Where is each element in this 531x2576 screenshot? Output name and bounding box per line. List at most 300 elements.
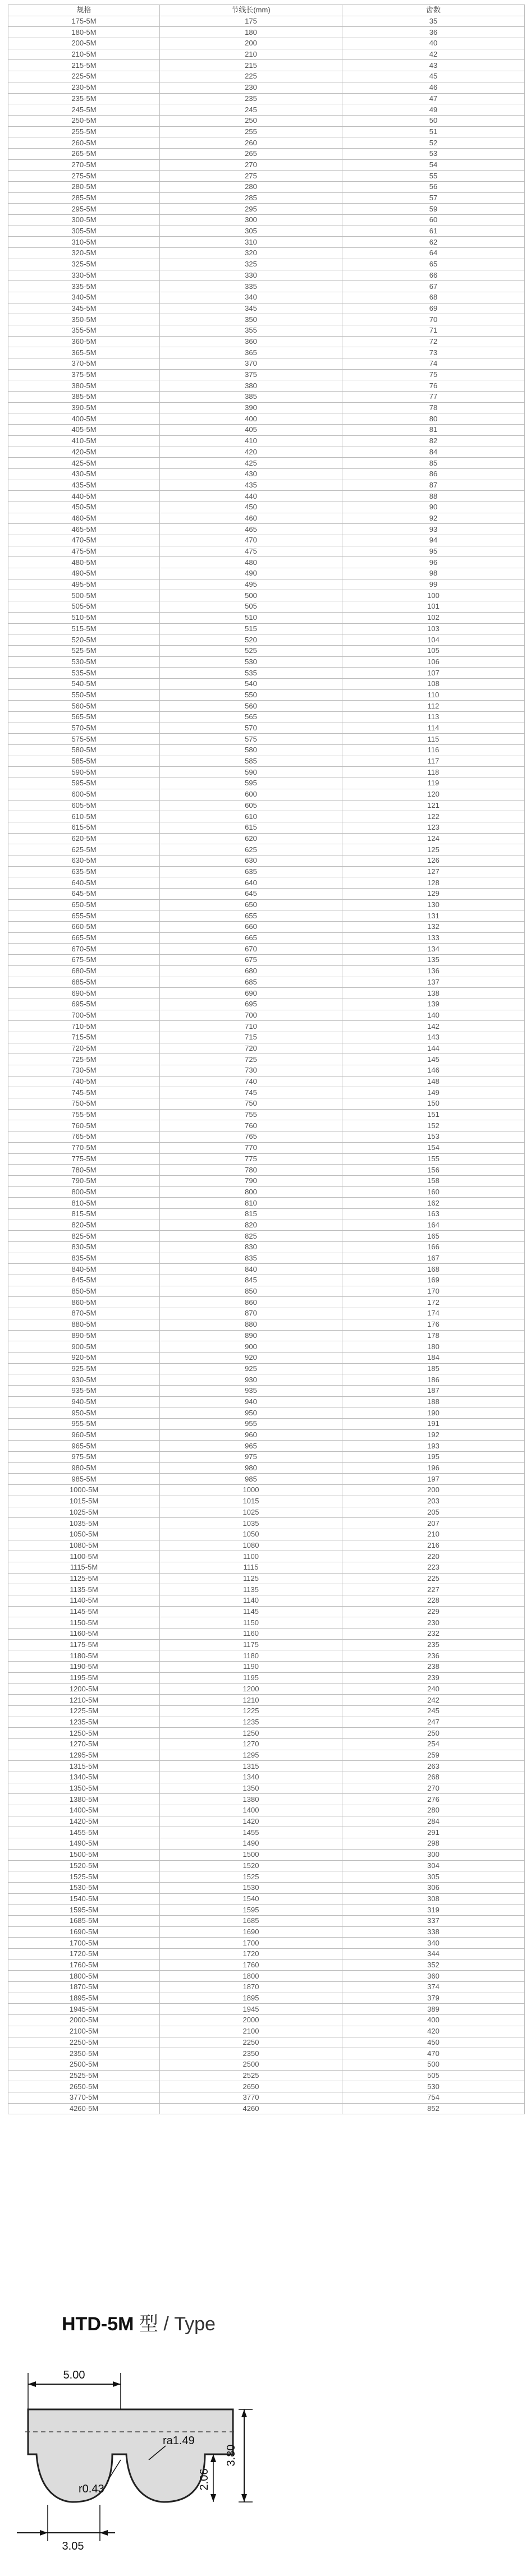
table-row <box>8 1131 525 1143</box>
cell-spec: 595-5M <box>8 778 160 789</box>
cell-spec: 655-5M <box>8 910 160 922</box>
cell-pitch-length: 340 <box>160 292 342 303</box>
table-row <box>8 2070 525 2081</box>
cell-teeth: 118 <box>342 767 525 778</box>
cell-teeth: 130 <box>342 899 525 910</box>
cell-pitch-length: 215 <box>160 60 342 71</box>
cell-pitch-length: 1015 <box>160 1496 342 1507</box>
table-row <box>8 1672 525 1683</box>
table-row <box>8 1783 525 1794</box>
cell-pitch-length: 745 <box>160 1087 342 1098</box>
cell-spec: 2250-5M <box>8 2037 160 2048</box>
cell-teeth: 220 <box>342 1551 525 1562</box>
cell-pitch-length: 425 <box>160 458 342 469</box>
table-row <box>8 369 525 380</box>
table-row <box>8 1242 525 1253</box>
cell-teeth: 193 <box>342 1441 525 1452</box>
table-row <box>8 723 525 734</box>
table-row <box>8 1617 525 1629</box>
cell-spec: 340-5M <box>8 292 160 303</box>
cell-teeth: 305 <box>342 1871 525 1883</box>
cell-teeth: 56 <box>342 182 525 193</box>
cell-pitch-length: 390 <box>160 402 342 413</box>
cell-pitch-length: 255 <box>160 126 342 137</box>
cell-teeth: 389 <box>342 2004 525 2015</box>
type-heading <box>62 2308 216 2336</box>
cell-spec: 250-5M <box>8 115 160 126</box>
cell-spec: 300-5M <box>8 215 160 226</box>
cell-teeth: 47 <box>342 93 525 104</box>
cell-pitch-length: 380 <box>160 380 342 392</box>
cell-teeth: 227 <box>342 1584 525 1595</box>
table-row <box>8 634 525 646</box>
cell-pitch-length: 765 <box>160 1131 342 1143</box>
cell-pitch-length: 975 <box>160 1452 342 1463</box>
table-row <box>8 171 525 182</box>
table-row <box>8 1551 525 1562</box>
cell-pitch-length: 1235 <box>160 1717 342 1728</box>
cell-spec: 1420-5M <box>8 1816 160 1827</box>
cell-pitch-length: 260 <box>160 137 342 149</box>
cell-spec: 845-5M <box>8 1275 160 1286</box>
cell-teeth: 280 <box>342 1805 525 1816</box>
cell-spec: 1035-5M <box>8 1518 160 1529</box>
cell-pitch-length: 1870 <box>160 1982 342 1993</box>
cell-pitch-length: 740 <box>160 1076 342 1087</box>
cell-teeth: 166 <box>342 1242 525 1253</box>
cell-teeth: 352 <box>342 1959 525 1971</box>
cell-teeth: 129 <box>342 889 525 900</box>
table-row <box>8 1971 525 1982</box>
cell-spec: 365-5M <box>8 347 160 358</box>
cell-pitch-length: 1500 <box>160 1849 342 1860</box>
cell-spec: 850-5M <box>8 1286 160 1297</box>
table-row <box>8 1198 525 1209</box>
cell-pitch-length: 725 <box>160 1054 342 1065</box>
cell-pitch-length: 1140 <box>160 1595 342 1607</box>
table-row <box>8 1573 525 1584</box>
cell-teeth: 254 <box>342 1738 525 1750</box>
table-row <box>8 435 525 447</box>
table-row <box>8 1860 525 1871</box>
cell-teeth: 64 <box>342 248 525 259</box>
cell-pitch-length: 810 <box>160 1198 342 1209</box>
cell-spec: 1455-5M <box>8 1827 160 1838</box>
cell-teeth: 94 <box>342 535 525 546</box>
cell-pitch-length: 850 <box>160 1286 342 1297</box>
table-row <box>8 822 525 833</box>
cell-teeth: 103 <box>342 623 525 634</box>
table-row <box>8 899 525 910</box>
cell-teeth: 151 <box>342 1109 525 1120</box>
cell-spec: 985-5M <box>8 1474 160 1485</box>
cell-teeth: 99 <box>342 579 525 590</box>
cell-teeth: 40 <box>342 38 525 49</box>
table-row <box>8 2092 525 2103</box>
cell-spec: 710-5M <box>8 1021 160 1032</box>
cell-teeth: 59 <box>342 204 525 215</box>
cell-spec: 1525-5M <box>8 1871 160 1883</box>
cell-teeth: 132 <box>342 922 525 933</box>
cell-spec: 820-5M <box>8 1220 160 1231</box>
cell-pitch-length: 825 <box>160 1231 342 1242</box>
cell-teeth: 197 <box>342 1474 525 1485</box>
cell-pitch-length: 1945 <box>160 2004 342 2015</box>
table-row <box>8 1109 525 1120</box>
cell-spec: 610-5M <box>8 811 160 822</box>
cell-spec: 580-5M <box>8 745 160 756</box>
table-header-row <box>8 5 525 16</box>
cell-teeth: 134 <box>342 944 525 955</box>
table-row <box>8 425 525 436</box>
cell-spec: 1025-5M <box>8 1507 160 1518</box>
table-row <box>8 2103 525 2114</box>
cell-teeth: 155 <box>342 1153 525 1165</box>
cell-pitch-length: 515 <box>160 623 342 634</box>
cell-pitch-length: 410 <box>160 435 342 447</box>
cell-pitch-length: 1520 <box>160 1860 342 1871</box>
cell-pitch-length: 345 <box>160 303 342 314</box>
cell-spec: 1250-5M <box>8 1728 160 1739</box>
cell-spec: 1540-5M <box>8 1893 160 1905</box>
cell-spec: 1530-5M <box>8 1882 160 1893</box>
cell-spec: 625-5M <box>8 844 160 855</box>
cell-pitch-length: 665 <box>160 932 342 944</box>
table-row <box>8 204 525 215</box>
cell-teeth: 90 <box>342 502 525 513</box>
cell-pitch-length: 1720 <box>160 1949 342 1960</box>
cell-teeth: 229 <box>342 1606 525 1617</box>
cell-spec: 1015-5M <box>8 1496 160 1507</box>
table-row <box>8 1462 525 1474</box>
cell-spec: 540-5M <box>8 678 160 689</box>
cell-pitch-length: 1525 <box>160 1871 342 1883</box>
cell-teeth: 319 <box>342 1905 525 1916</box>
cell-teeth: 169 <box>342 1275 525 1286</box>
table-row <box>8 910 525 922</box>
dim-bottom-width-label: 3.05 <box>62 2540 84 2552</box>
cell-pitch-length: 625 <box>160 844 342 855</box>
cell-spec: 1870-5M <box>8 1982 160 1993</box>
table-row <box>8 944 525 955</box>
table-row <box>8 1032 525 1043</box>
cell-pitch-length: 845 <box>160 1275 342 1286</box>
cell-spec: 325-5M <box>8 259 160 270</box>
cell-spec: 665-5M <box>8 932 160 944</box>
cell-pitch-length: 1035 <box>160 1518 342 1529</box>
table-row <box>8 270 525 281</box>
cell-spec: 725-5M <box>8 1054 160 1065</box>
cell-pitch-length: 370 <box>160 358 342 370</box>
cell-teeth: 69 <box>342 303 525 314</box>
table-row <box>8 413 525 425</box>
cell-pitch-length: 830 <box>160 1242 342 1253</box>
cell-pitch-length: 670 <box>160 944 342 955</box>
cell-spec: 320-5M <box>8 248 160 259</box>
cell-spec: 1760-5M <box>8 1959 160 1971</box>
table-row <box>8 1231 525 1242</box>
cell-spec: 1195-5M <box>8 1672 160 1683</box>
cell-teeth: 146 <box>342 1065 525 1077</box>
cell-spec: 490-5M <box>8 568 160 579</box>
cell-teeth: 360 <box>342 1971 525 1982</box>
cell-pitch-length: 235 <box>160 93 342 104</box>
cell-pitch-length: 660 <box>160 922 342 933</box>
cell-spec: 900-5M <box>8 1341 160 1353</box>
table-row <box>8 1452 525 1463</box>
cell-teeth: 298 <box>342 1838 525 1850</box>
cell-pitch-length: 270 <box>160 159 342 171</box>
cell-spec: 695-5M <box>8 999 160 1010</box>
cell-teeth: 284 <box>342 1816 525 1827</box>
cell-pitch-length: 775 <box>160 1153 342 1165</box>
cell-teeth: 135 <box>342 955 525 966</box>
cell-spec: 940-5M <box>8 1396 160 1407</box>
cell-pitch-length: 750 <box>160 1098 342 1110</box>
cell-teeth: 105 <box>342 645 525 656</box>
dim-tooth-height-label: 2.06 <box>198 2468 210 2491</box>
cell-spec: 2350-5M <box>8 2048 160 2059</box>
cell-spec: 520-5M <box>8 634 160 646</box>
cell-pitch-length: 1800 <box>160 1971 342 1982</box>
table-row <box>8 1208 525 1220</box>
cell-spec: 1685-5M <box>8 1915 160 1926</box>
cell-teeth: 128 <box>342 877 525 889</box>
tooth-profile-diagram <box>17 2348 253 2561</box>
cell-spec: 510-5M <box>8 612 160 623</box>
cell-teeth: 306 <box>342 1882 525 1893</box>
cell-pitch-length: 305 <box>160 226 342 237</box>
cell-spec: 680-5M <box>8 965 160 977</box>
table-row <box>8 1705 525 1717</box>
cell-teeth: 163 <box>342 1208 525 1220</box>
cell-pitch-length: 1295 <box>160 1750 342 1761</box>
cell-spec: 720-5M <box>8 1043 160 1054</box>
cell-teeth: 53 <box>342 148 525 159</box>
cell-teeth: 379 <box>342 1993 525 2004</box>
cell-pitch-length: 760 <box>160 1120 342 1131</box>
table-row <box>8 215 525 226</box>
cell-pitch-length: 200 <box>160 38 342 49</box>
cell-pitch-length: 1150 <box>160 1617 342 1629</box>
cell-spec: 935-5M <box>8 1385 160 1396</box>
cell-pitch-length: 960 <box>160 1429 342 1441</box>
cell-pitch-length: 1190 <box>160 1662 342 1673</box>
cell-teeth: 230 <box>342 1617 525 1629</box>
cell-teeth: 57 <box>342 192 525 204</box>
cell-spec: 1315-5M <box>8 1761 160 1772</box>
table-row <box>8 1098 525 1110</box>
dim-total-height-label: 3.80 <box>225 2444 237 2467</box>
table-row <box>8 1165 525 1176</box>
table-row <box>8 1750 525 1761</box>
table-row <box>8 1275 525 1286</box>
cell-spec: 830-5M <box>8 1242 160 1253</box>
cell-teeth: 123 <box>342 822 525 833</box>
cell-pitch-length: 815 <box>160 1208 342 1220</box>
cell-teeth: 232 <box>342 1629 525 1640</box>
cell-pitch-length: 300 <box>160 215 342 226</box>
cell-teeth: 113 <box>342 712 525 723</box>
cell-spec: 270-5M <box>8 159 160 171</box>
cell-spec: 435-5M <box>8 480 160 491</box>
table-row <box>8 1728 525 1739</box>
cell-spec: 800-5M <box>8 1186 160 1198</box>
cell-spec: 500-5M <box>8 590 160 601</box>
cell-spec: 245-5M <box>8 104 160 116</box>
cell-spec: 410-5M <box>8 435 160 447</box>
table-row <box>8 1529 525 1540</box>
cell-teeth: 68 <box>342 292 525 303</box>
table-row <box>8 49 525 60</box>
belt-spec-table <box>8 4 525 2114</box>
table-row <box>8 2048 525 2059</box>
cell-pitch-length: 1315 <box>160 1761 342 1772</box>
table-row <box>8 1419 525 1430</box>
cell-pitch-length: 265 <box>160 148 342 159</box>
cell-spec: 2100-5M <box>8 2026 160 2037</box>
table-row <box>8 292 525 303</box>
table-row <box>8 590 525 601</box>
cell-teeth: 93 <box>342 524 525 535</box>
table-row <box>8 1043 525 1054</box>
table-row <box>8 1683 525 1695</box>
cell-teeth: 238 <box>342 1662 525 1673</box>
table-row <box>8 811 525 822</box>
table-row <box>8 678 525 689</box>
cell-spec: 380-5M <box>8 380 160 392</box>
cell-pitch-length: 295 <box>160 204 342 215</box>
cell-spec: 2000-5M <box>8 2015 160 2026</box>
cell-teeth: 344 <box>342 1949 525 1960</box>
cell-teeth: 170 <box>342 1286 525 1297</box>
cell-teeth: 150 <box>342 1098 525 1110</box>
cell-pitch-length: 525 <box>160 645 342 656</box>
cell-pitch-length: 1895 <box>160 1993 342 2004</box>
cell-pitch-length: 535 <box>160 668 342 679</box>
cell-teeth: 450 <box>342 2037 525 2048</box>
cell-teeth: 115 <box>342 734 525 745</box>
cell-pitch-length: 570 <box>160 723 342 734</box>
cell-teeth: 143 <box>342 1032 525 1043</box>
cell-spec: 1175-5M <box>8 1639 160 1650</box>
cell-teeth: 240 <box>342 1683 525 1695</box>
cell-teeth: 184 <box>342 1352 525 1363</box>
cell-teeth: 71 <box>342 325 525 336</box>
table-row <box>8 932 525 944</box>
cell-spec: 750-5M <box>8 1098 160 1110</box>
dim-radius-top-label: ra1.49 <box>163 2435 195 2447</box>
cell-teeth: 154 <box>342 1142 525 1153</box>
cell-teeth: 100 <box>342 590 525 601</box>
cell-spec: 645-5M <box>8 889 160 900</box>
cell-pitch-length: 675 <box>160 955 342 966</box>
cell-spec: 460-5M <box>8 513 160 524</box>
cell-spec: 920-5M <box>8 1352 160 1363</box>
cell-spec: 1500-5M <box>8 1849 160 1860</box>
table-row <box>8 866 525 877</box>
cell-spec: 960-5M <box>8 1429 160 1441</box>
cell-pitch-length: 325 <box>160 259 342 270</box>
cell-pitch-length: 470 <box>160 535 342 546</box>
cell-pitch-length: 575 <box>160 734 342 745</box>
cell-spec: 1490-5M <box>8 1838 160 1850</box>
cell-pitch-length: 695 <box>160 999 342 1010</box>
cell-pitch-length: 920 <box>160 1352 342 1363</box>
cell-pitch-length: 700 <box>160 1010 342 1021</box>
cell-pitch-length: 800 <box>160 1186 342 1198</box>
cell-pitch-length: 245 <box>160 104 342 116</box>
table-row <box>8 2004 525 2015</box>
cell-pitch-length: 475 <box>160 546 342 557</box>
cell-pitch-length: 890 <box>160 1330 342 1341</box>
cell-teeth: 131 <box>342 910 525 922</box>
cell-teeth: 43 <box>342 60 525 71</box>
cell-teeth: 87 <box>342 480 525 491</box>
cell-spec: 400-5M <box>8 413 160 425</box>
cell-teeth: 137 <box>342 977 525 988</box>
cell-spec: 1945-5M <box>8 2004 160 2015</box>
table-row <box>8 877 525 889</box>
dim-pitch-label: 5.00 <box>63 2369 85 2381</box>
table-row <box>8 71 525 82</box>
cell-pitch-length: 680 <box>160 965 342 977</box>
table-row <box>8 701 525 712</box>
cell-teeth: 60 <box>342 215 525 226</box>
table-row <box>8 27 525 38</box>
cell-teeth: 337 <box>342 1915 525 1926</box>
table-row <box>8 2015 525 2026</box>
cell-teeth: 268 <box>342 1772 525 1783</box>
cell-pitch-length: 385 <box>160 392 342 403</box>
table-row <box>8 955 525 966</box>
cell-spec: 360-5M <box>8 336 160 347</box>
table-row <box>8 1639 525 1650</box>
cell-spec: 860-5M <box>8 1297 160 1308</box>
table-row <box>8 60 525 71</box>
cell-spec: 1135-5M <box>8 1584 160 1595</box>
cell-pitch-length: 2650 <box>160 2081 342 2092</box>
cell-pitch-length: 770 <box>160 1142 342 1153</box>
table-row <box>8 1264 525 1275</box>
cell-teeth: 84 <box>342 447 525 458</box>
cell-teeth: 125 <box>342 844 525 855</box>
table-row <box>8 1805 525 1816</box>
cell-spec: 870-5M <box>8 1308 160 1319</box>
table-row <box>8 392 525 403</box>
cell-spec: 475-5M <box>8 546 160 557</box>
table-row <box>8 1441 525 1452</box>
cell-teeth: 88 <box>342 491 525 502</box>
cell-pitch-length: 2525 <box>160 2070 342 2081</box>
table-row <box>8 1794 525 1805</box>
cell-teeth: 239 <box>342 1672 525 1683</box>
cell-spec: 3770-5M <box>8 2092 160 2103</box>
table-row <box>8 159 525 171</box>
cell-pitch-length: 840 <box>160 1264 342 1275</box>
cell-spec: 385-5M <box>8 392 160 403</box>
cell-teeth: 122 <box>342 811 525 822</box>
table-row <box>8 93 525 104</box>
cell-teeth: 114 <box>342 723 525 734</box>
cell-pitch-length: 355 <box>160 325 342 336</box>
cell-pitch-length: 880 <box>160 1319 342 1330</box>
cell-pitch-length: 640 <box>160 877 342 889</box>
table-row <box>8 1474 525 1485</box>
table-row <box>8 502 525 513</box>
table-row <box>8 988 525 999</box>
cell-pitch-length: 605 <box>160 800 342 811</box>
